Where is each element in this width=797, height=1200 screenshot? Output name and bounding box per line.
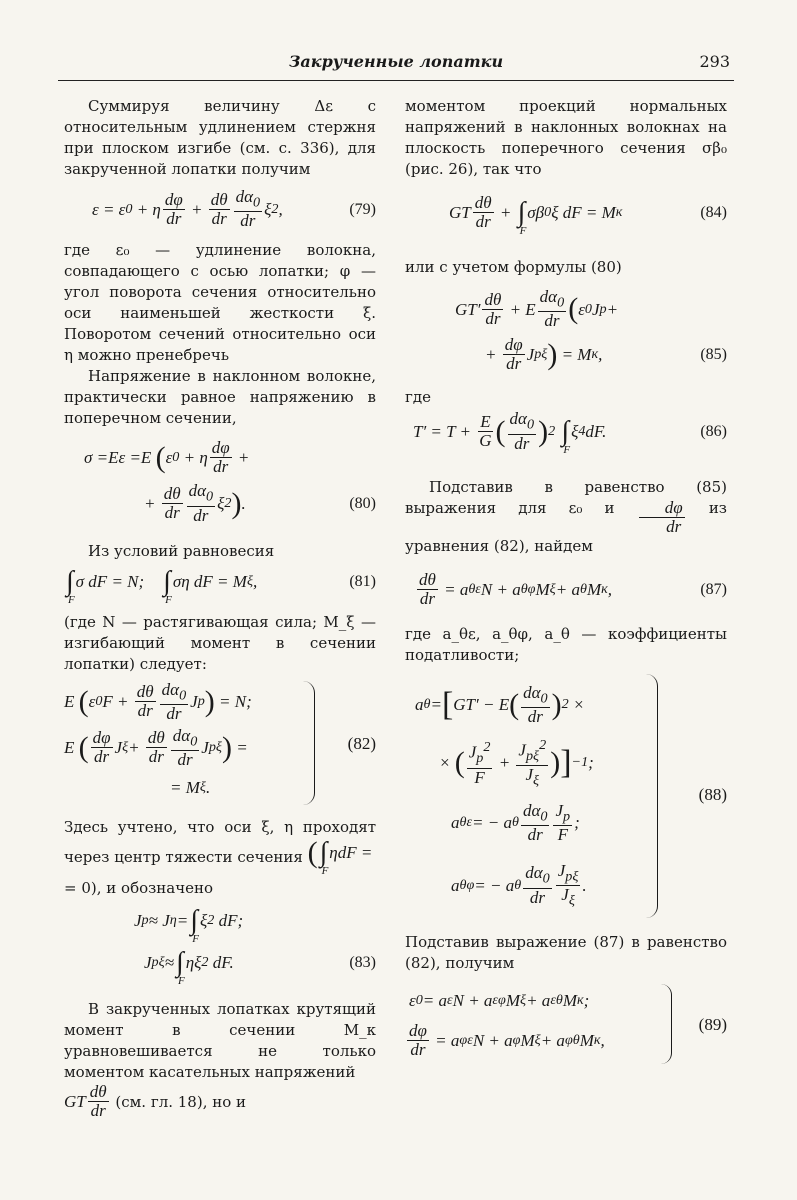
equation-81: ∫ F σ dF = N; ∫ F ση dF = M ξ , (81) (66, 565, 376, 606)
equation-number: (81) (349, 573, 376, 591)
paragraph: где a_θε, a_θφ, a_θ — коэффициенты податливости; (405, 624, 727, 664)
equation-87: $\frac{d\theta}{dr}$ = a θε N + a θφ M ξ + a θ M к , (87) (419, 569, 727, 608)
paragraph-text: Подставив в равенство (85) выражения для ε₀ и (405, 477, 727, 517)
paragraph (64, 1083, 376, 1120)
equation-number: (83) (349, 954, 376, 972)
paragraph: = 0), и обозначено (64, 878, 214, 897)
equation-84: GT $\frac{d\theta}{dr}$ + ∫ F σβ 0 ξ dF = M к (84) (449, 193, 727, 237)
equation-number: (89) (698, 1014, 727, 1034)
equation-number: (79) (349, 200, 376, 218)
inline-formula: GT $\frac{d\theta}{dr}$ (64, 1081, 107, 1120)
equation-85-line2: + $\frac{d\varphi}{dr}$ J pξ ) = M к , (85) (485, 335, 727, 374)
paragraph-text: Здесь учтено, что оси ξ, η проходят через центр тяжести сечения (64, 817, 376, 866)
page-number: 293 (699, 52, 730, 71)
paragraph (405, 477, 727, 557)
paragraph: (где N — растягивающая сила; M_ξ — изгибающий момент в сечении лопатки) следует: (64, 612, 376, 673)
left-column (64, 96, 376, 1120)
equation-79: ε = ε 0 + η $\frac{d\varphi}{dr}$ + $\frac{d\theta}{dr}$ $\frac{d\alpha_0}{dr}$ ξ 2 , (79) (92, 187, 376, 231)
equation-number: (84) (700, 204, 727, 221)
paragraph: моментом проекций нормальных напряжений в наклонных волокнах на плоскость поперечного сечения σβ₀ (рис. 26), так что (405, 97, 727, 178)
equation-86: T′ = T + $\frac{E}{G}$ ( $\frac{d\alpha_0}{dr}$ ) 2 ∫ F ξ 4 dF. (86) (413, 409, 727, 456)
equation-82: E ( ε 0 F + $\frac{d\theta}{dr}$ $\frac{d\alpha_0}{dr}$ J p ) = N; E ( $\frac{d\varphi}{dr}$ J ξ + $\frac{d\theta}{dr}$ $\frac{d\alpha_0}{dr}$ J pξ ) = = M ξ . (82) (64, 681, 376, 809)
equation-number: (80) (349, 495, 376, 513)
paragraph: В закрученных лопатках крутящий момент в сечении M_к уравновешивается не только моментом касательных напряжений (64, 999, 376, 1081)
paragraph: Подставив выражение (87) в равенство (82), получим (405, 932, 727, 972)
right-column (405, 96, 727, 1068)
equation-85-line1: GT′ $\frac{d\theta}{dr}$ + E $\frac{d\alpha_0}{dr}$ ( ε 0 J p + (455, 287, 619, 331)
equation-83-line2: J pξ ≈ ∫ F ηξ 2 dF. (83) (144, 946, 376, 987)
paragraph: Напряжение в наклонном волокне, практически равное напряжению в поперечном сечении, (64, 367, 376, 428)
paragraph-text: из уравнения (82), найдем (405, 498, 727, 555)
equation-number: (88) (698, 784, 727, 804)
running-head (58, 44, 734, 81)
equation-number: (86) (700, 423, 727, 441)
paragraph: Из условий равновесия (88, 541, 275, 560)
equation-83-line1: J p ≈ J η = ∫ F ξ 2 dF; (134, 904, 244, 945)
paragraph-text: (см. гл. 18), но и (115, 1092, 247, 1111)
equation-80-line2: + $\frac{d\theta}{dr}$ $\frac{d\alpha_0}{dr}$ ξ 2 ) . (80) (144, 481, 376, 525)
equation-89: ε 0 = a ε N + a εφ M ξ + a εθ M к ; $\frac{d\varphi}{dr}$ = a φε N + a φ M ξ + a φθ M к , (89) (405, 984, 727, 1068)
paragraph: Суммируя величину Δε с относительным удлинением стержня при плоском изгибе (см. с. 336), для закрученной лопатки получим (64, 97, 376, 178)
equation-80-line1: σ = E ε = E ( ε 0 + η $\frac{d\varphi}{dr}$ + (84, 438, 250, 477)
equation-number: (82) (347, 733, 376, 753)
inline-integral: ( ∫ F ηdF = (307, 835, 373, 877)
paragraph (64, 817, 376, 877)
paragraph: где (405, 388, 431, 407)
inline-formula: $\frac{d\varphi}{dr}$ (637, 499, 687, 536)
paragraph: где ε₀ — удлинение волокна, совпадающего с осью лопатки; φ — угол поворота сечения относительно оси наименьшей жесткости ξ. Поворотом сечений относительно оси η можно пренебречь (64, 241, 376, 365)
equation-number: (87) (700, 580, 727, 598)
equation-number: (85) (700, 346, 727, 364)
running-title: Закрученные лопатки (288, 52, 504, 71)
paragraph: или с учетом формулы (80) (405, 258, 622, 276)
equation-88: a θ = [ GT′ − E ( $\frac{d\alpha_0}{dr}$ ) 2 × × ( $\frac{J_p^2}{F}$ + $\frac{J_{p\xi}^2}{J_\xi}$ ) ] −1 ; a θε = − a θ $\frac{d\alpha_0}{dr}$ $\frac{J_p}{F}$ ; a θφ = − a θ $\frac{d\alpha_0}{dr}$ $\frac{J_{p\xi}}{J_\xi}$ . (88) (405, 674, 727, 922)
